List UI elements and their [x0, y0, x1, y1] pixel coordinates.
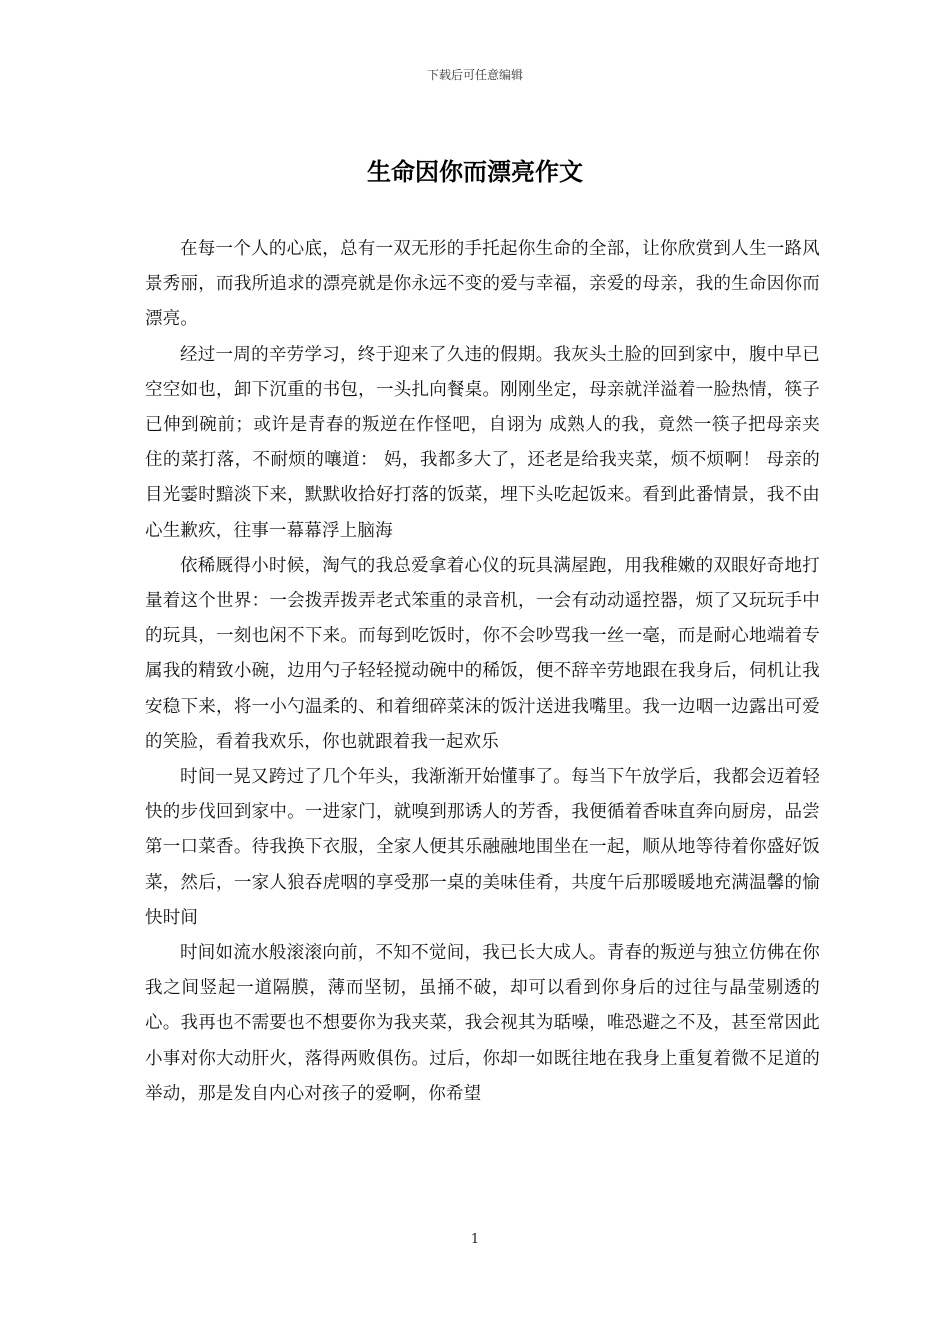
paragraph: 时间一晃又跨过了几个年头，我渐渐开始懂事了。每当下午放学后，我都会迈着轻快的步伐回到家中。一进家门，就嗅到那诱人的芳香，我便循着香味直奔向厨房，品尝第一口菜香。待我换下衣服，全家人便其乐融融地围坐在一起，顺从地等待着你盛好饭菜，然后，一家人狼吞虎咽的享受那一桌的美味佳肴，共度午后那暖暖地充满温馨的愉快时间	[145, 767, 820, 928]
document-title: 生命因你而漂亮作文	[367, 157, 583, 186]
paragraph: 在每一个人的心底，总有一双无形的手托起你生命的全部，让你欣赏到人生一路风景秀丽，而我所追求的漂亮就是你永远不变的爱与幸福，亲爱的母亲，我的生命因你而漂亮。	[145, 239, 820, 330]
page-number: 1	[470, 1232, 480, 1247]
paragraph: 经过一周的辛劳学习，终于迎来了久违的假期。我灰头土脸的回到家中，腹中早已空空如也，卸下沉重的书包，一头扎向餐桌。刚刚坐定，母亲就洋溢着一脸热情，筷子已伸到碗前；或许是青春的叛逆在作怪吧，自诩为 成熟人的我，竟然一筷子把母亲夹住的菜打落，不耐烦的嚷道： 妈，我都多大了，还老是给我夹菜，烦不烦啊！ 母亲的目光霎时黯淡下来，默默收拾好打落的饭菜，埋下头吃起饭来。看到此番情景，我不由心生歉疚，往事一幕幕浮上脑海	[145, 344, 820, 541]
paragraph: 依稀厩得小时候，淘气的我总爱拿着心仪的玩具满屋跑，用我稚嫩的双眼好奇地打量着这个世界：一会拨弄拨弄老式笨重的录音机，一会有动动遥控器，烦了又玩玩手中的玩具，一刻也闲不下来。而每到吃饭时，你不会吵骂我一丝一毫，而是耐心地端着专属我的精致小碗，边用勺子轻轻搅动碗中的稀饭，便不辞辛劳地跟在我身后，伺机让我安稳下来，将一小勺温柔的、和着细碎菜沫的饭汁送进我嘴里。我一边咽一边露出可爱的笑脸，看着我欢乐，你也就跟着我一起欢乐	[145, 555, 820, 752]
paragraph: 时间如流水般滚滚向前，不知不觉间，我已长大成人。青春的叛逆与独立仿佛在你我之间竖起一道隔膜，薄而坚韧，虽捅不破，却可以看到你身后的过往与晶莹剔透的心。我再也不需要也不想要你为我夹菜，我会视其为聒噪，唯恐避之不及，甚至常因此小事对你大动肝火，落得两败俱伤。过后，你却一如既往地在我身上重复着微不足道的举动，那是发自内心对孩子的爱啊，你希望	[145, 943, 820, 1104]
header-note: 下载后可任意编辑	[426, 68, 523, 82]
document-body	[145, 232, 820, 1112]
